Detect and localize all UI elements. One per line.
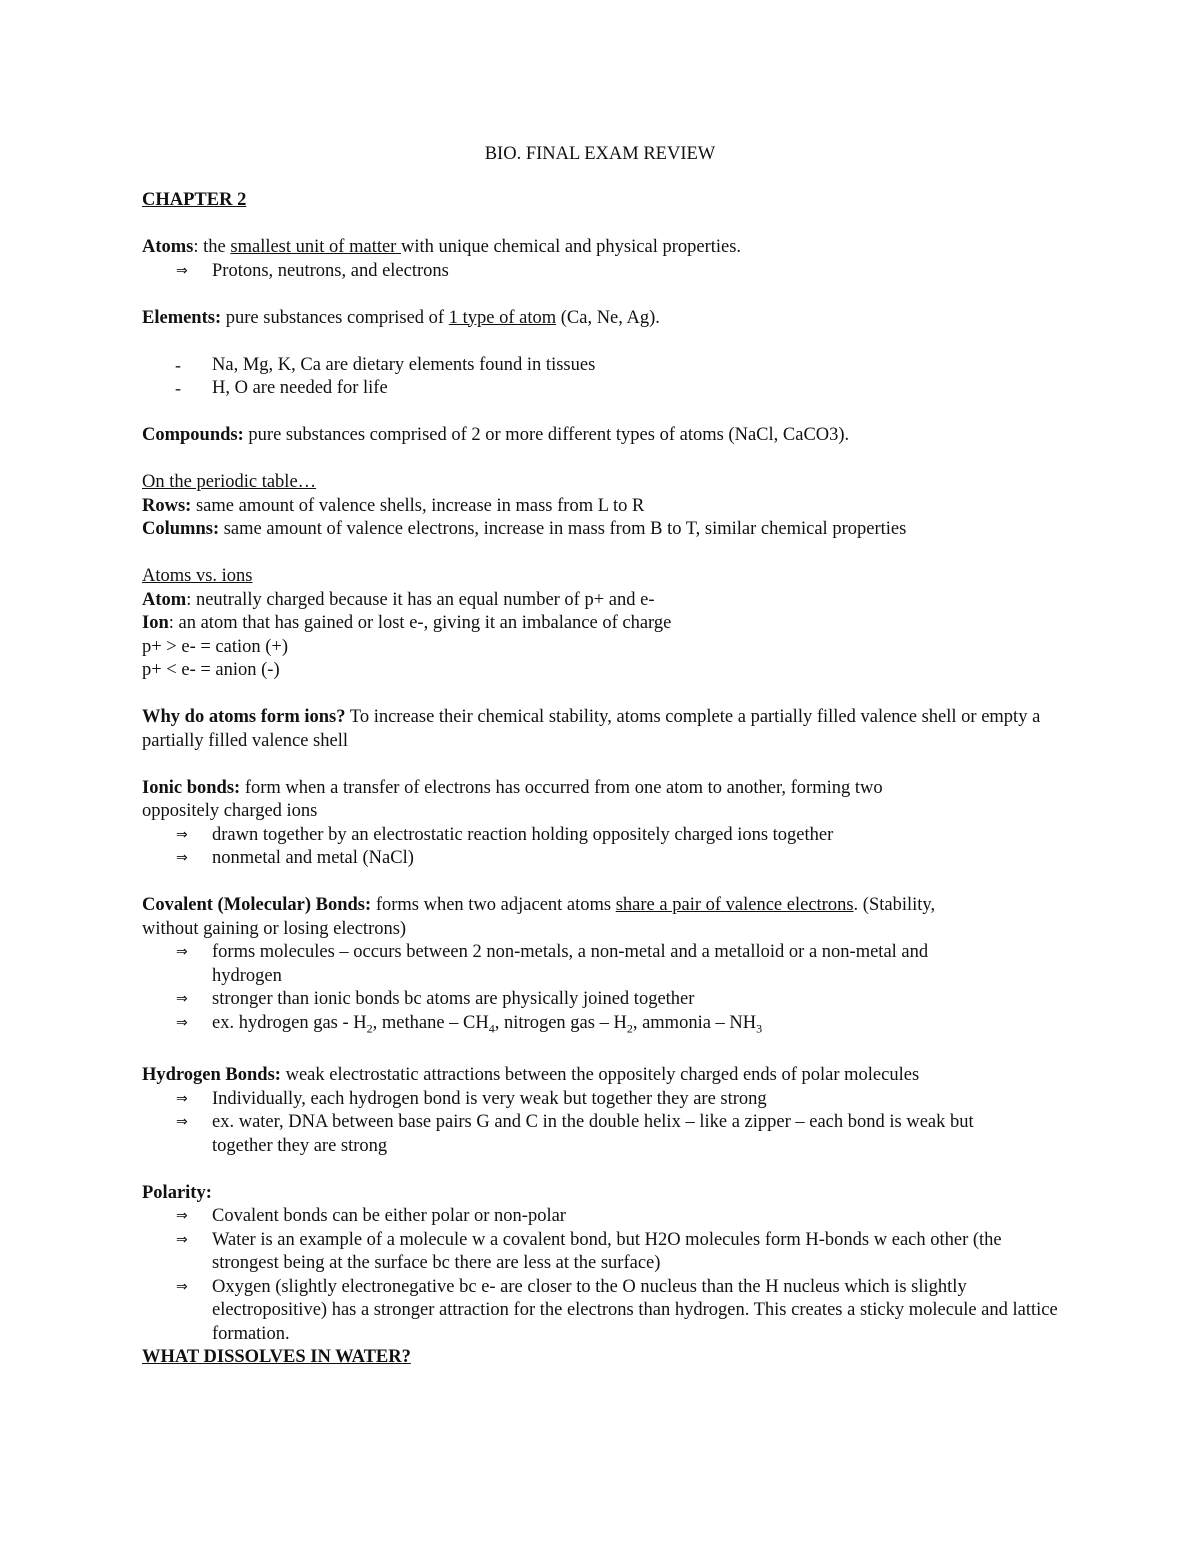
why-ions-paragraph: [142, 706, 1062, 753]
list-item-text: Water is an example of a molecule w a covalent bond, but H2O molecules form H-bonds w each other (the strongest being at the surface bc there are less at the surface): [212, 1229, 1002, 1274]
list-item: [175, 354, 1072, 378]
example-text: , ammonia – NH: [632, 1012, 757, 1033]
list-item: [176, 988, 992, 1012]
list-item: [176, 1229, 1072, 1276]
atoms-text-pre: : the: [193, 237, 231, 257]
elements-dash-list: [142, 354, 1072, 401]
atom-term: Atom: [142, 589, 187, 610]
arrow-bullet-icon: ⇒: [176, 991, 188, 1007]
list-item: [176, 1088, 992, 1112]
arrow-bullet-icon: ⇒: [176, 1114, 188, 1131]
chapter-heading: CHAPTER 2: [142, 189, 247, 210]
list-item: [176, 941, 992, 988]
rows-definition: [142, 495, 1140, 519]
hydrogen-bonds-definition: [142, 1064, 942, 1088]
compounds-text: pure substances comprised of 2 or more different types of atoms (NaCl, CaCO3).: [243, 425, 850, 445]
elements-text-pre: pure substances comprised of: [221, 307, 449, 328]
list-item: [176, 1111, 992, 1158]
polarity-bullet-list: [142, 1205, 1072, 1346]
list-item-text: Na, Mg, K, Ca are dietary elements found in tissues: [212, 354, 596, 375]
arrow-bullet-icon: ⇒: [176, 826, 188, 843]
list-item-text: [212, 1012, 763, 1036]
arrow-bullet-icon: ⇒: [176, 1014, 188, 1031]
list-item-text: ex. water, DNA between base pairs G and C in the double helix – like a zipper – each bond is weak but together they are strong: [212, 1112, 974, 1156]
list-item-text: drawn together by an electrostatic reaction holding oppositely charged ions together: [212, 824, 834, 845]
arrow-bullet-icon: ⇒: [176, 1278, 188, 1295]
list-item-text: Individually, each hydrogen bond is very weak but together they are strong: [212, 1088, 767, 1109]
elements-text-post: (Ca, Ne, Ag).: [556, 307, 660, 328]
anion-line: p+ < e- = anion (-): [142, 660, 280, 680]
arrow-bullet-icon: ⇒: [176, 1208, 188, 1225]
list-item-text: H, O are needed for life: [212, 378, 388, 398]
list-item: [176, 260, 1072, 284]
hydrogen-bullet-list: [142, 1088, 992, 1159]
example-text: , nitrogen gas – H: [494, 1012, 627, 1033]
arrow-bullet-icon: ⇒: [176, 262, 188, 279]
atoms-term: Atoms: [142, 237, 194, 257]
ion-definition: [142, 612, 1140, 636]
cation-line: p+ > e- = cation (+): [142, 636, 289, 657]
atoms-definition: [142, 236, 1140, 260]
arrow-bullet-icon: ⇒: [176, 944, 188, 960]
dash-bullet-icon: -: [175, 378, 181, 398]
subscript: 2: [366, 1021, 373, 1036]
why-ions-text: To increase their chemical stability, atoms complete a partially filled valence shell or empty a partially filled valence shell: [142, 707, 1041, 751]
arrow-bullet-icon: ⇒: [176, 1231, 188, 1248]
ion-term: Ion: [142, 613, 169, 633]
list-item: [176, 1205, 1072, 1229]
hydrogen-term: Hydrogen Bonds:: [142, 1065, 281, 1086]
elements-term: Elements:: [142, 307, 222, 328]
atoms-text-post: with unique chemical and physical properties.: [400, 237, 742, 257]
subscript: 2: [626, 1021, 633, 1036]
columns-term: Columns:: [142, 519, 220, 539]
atom-definition: [142, 589, 1140, 613]
hydrogen-text: weak electrostatic attractions between the oppositely charged ends of polar molecules: [280, 1065, 920, 1086]
ionic-term: Ionic bonds:: [142, 777, 241, 798]
example-text: ex. hydrogen gas - H: [212, 1012, 367, 1033]
list-item-text: Covalent bonds can be either polar or non-polar: [212, 1206, 566, 1227]
ion-text: : an atom that has gained or lost e-, giving it an imbalance of charge: [168, 613, 672, 633]
covalent-text-post: . (Stability, without gaining or losing electrons): [142, 895, 936, 939]
atoms-vs-ions-heading: Atoms vs. ions: [142, 566, 253, 586]
covalent-bullet-list: [142, 941, 992, 1041]
covalent-bonds-definition: [142, 894, 942, 941]
subscript: 3: [756, 1021, 763, 1036]
polarity-heading: Polarity:: [142, 1182, 212, 1203]
compounds-term: Compounds:: [142, 425, 244, 445]
periodic-heading: On the periodic table…: [142, 472, 317, 492]
page-title: BIO. FINAL EXAM REVIEW: [484, 144, 716, 164]
elements-underline: 1 type of atom: [448, 307, 557, 328]
list-item-text: Protons, neutrons, and electrons: [212, 260, 449, 281]
covalent-term: Covalent (Molecular) Bonds:: [142, 895, 372, 915]
atom-text: : neutrally charged because it has an equal number of p+ and e-: [186, 589, 655, 610]
list-item: [176, 1276, 1072, 1347]
list-item-text: stronger than ionic bonds bc atoms are physically joined together: [212, 989, 695, 1009]
subscript: 4: [488, 1021, 495, 1036]
list-item-text: nonmetal and metal (NaCl): [212, 848, 414, 868]
dash-bullet-icon: -: [175, 354, 181, 375]
ionic-bonds-definition: [142, 777, 942, 824]
rows-text: same amount of valence shells, increase in mass from L to R: [191, 495, 645, 516]
list-item: [175, 377, 1072, 401]
covalent-underline: share a pair of valence electrons: [615, 895, 854, 915]
covalent-text-pre: forms when two adjacent atoms: [371, 895, 616, 915]
compounds-definition: [142, 424, 1062, 448]
list-item: [176, 847, 1072, 871]
arrow-bullet-icon: ⇒: [176, 850, 188, 866]
ionic-bullet-list: [142, 824, 1072, 871]
list-item-text: forms molecules – occurs between 2 non-metals, a non-metal and a metalloid or a non-metal and hydrogen: [212, 942, 929, 986]
atoms-underline: smallest unit of matter: [230, 237, 401, 257]
atoms-bullet-list: [142, 260, 1072, 284]
list-item: [176, 824, 1072, 848]
list-item: [176, 1012, 992, 1041]
arrow-bullet-icon: ⇒: [176, 1090, 188, 1107]
columns-definition: [142, 518, 1140, 542]
why-ions-term: Why do atoms form ions?: [142, 707, 346, 727]
elements-definition: [142, 307, 1140, 331]
list-item-text: Oxygen (slightly electronegative bc e- are closer to the O nucleus than the H nucleus which is slightly electropositive) has a stronger attraction for the electrons than hydrogen. This creates a sticky molecule and lattice formation.: [212, 1276, 1058, 1344]
columns-text: same amount of valence electrons, increase in mass from B to T, similar chemical properties: [219, 519, 907, 539]
example-text: , methane – CH: [372, 1012, 489, 1033]
ionic-text: form when a transfer of electrons has occurred from one atom to another, forming two oppositely charged ions: [142, 777, 883, 821]
rows-term: Rows:: [142, 495, 192, 516]
dissolves-heading: WHAT DISSOLVES IN WATER?: [142, 1347, 411, 1368]
